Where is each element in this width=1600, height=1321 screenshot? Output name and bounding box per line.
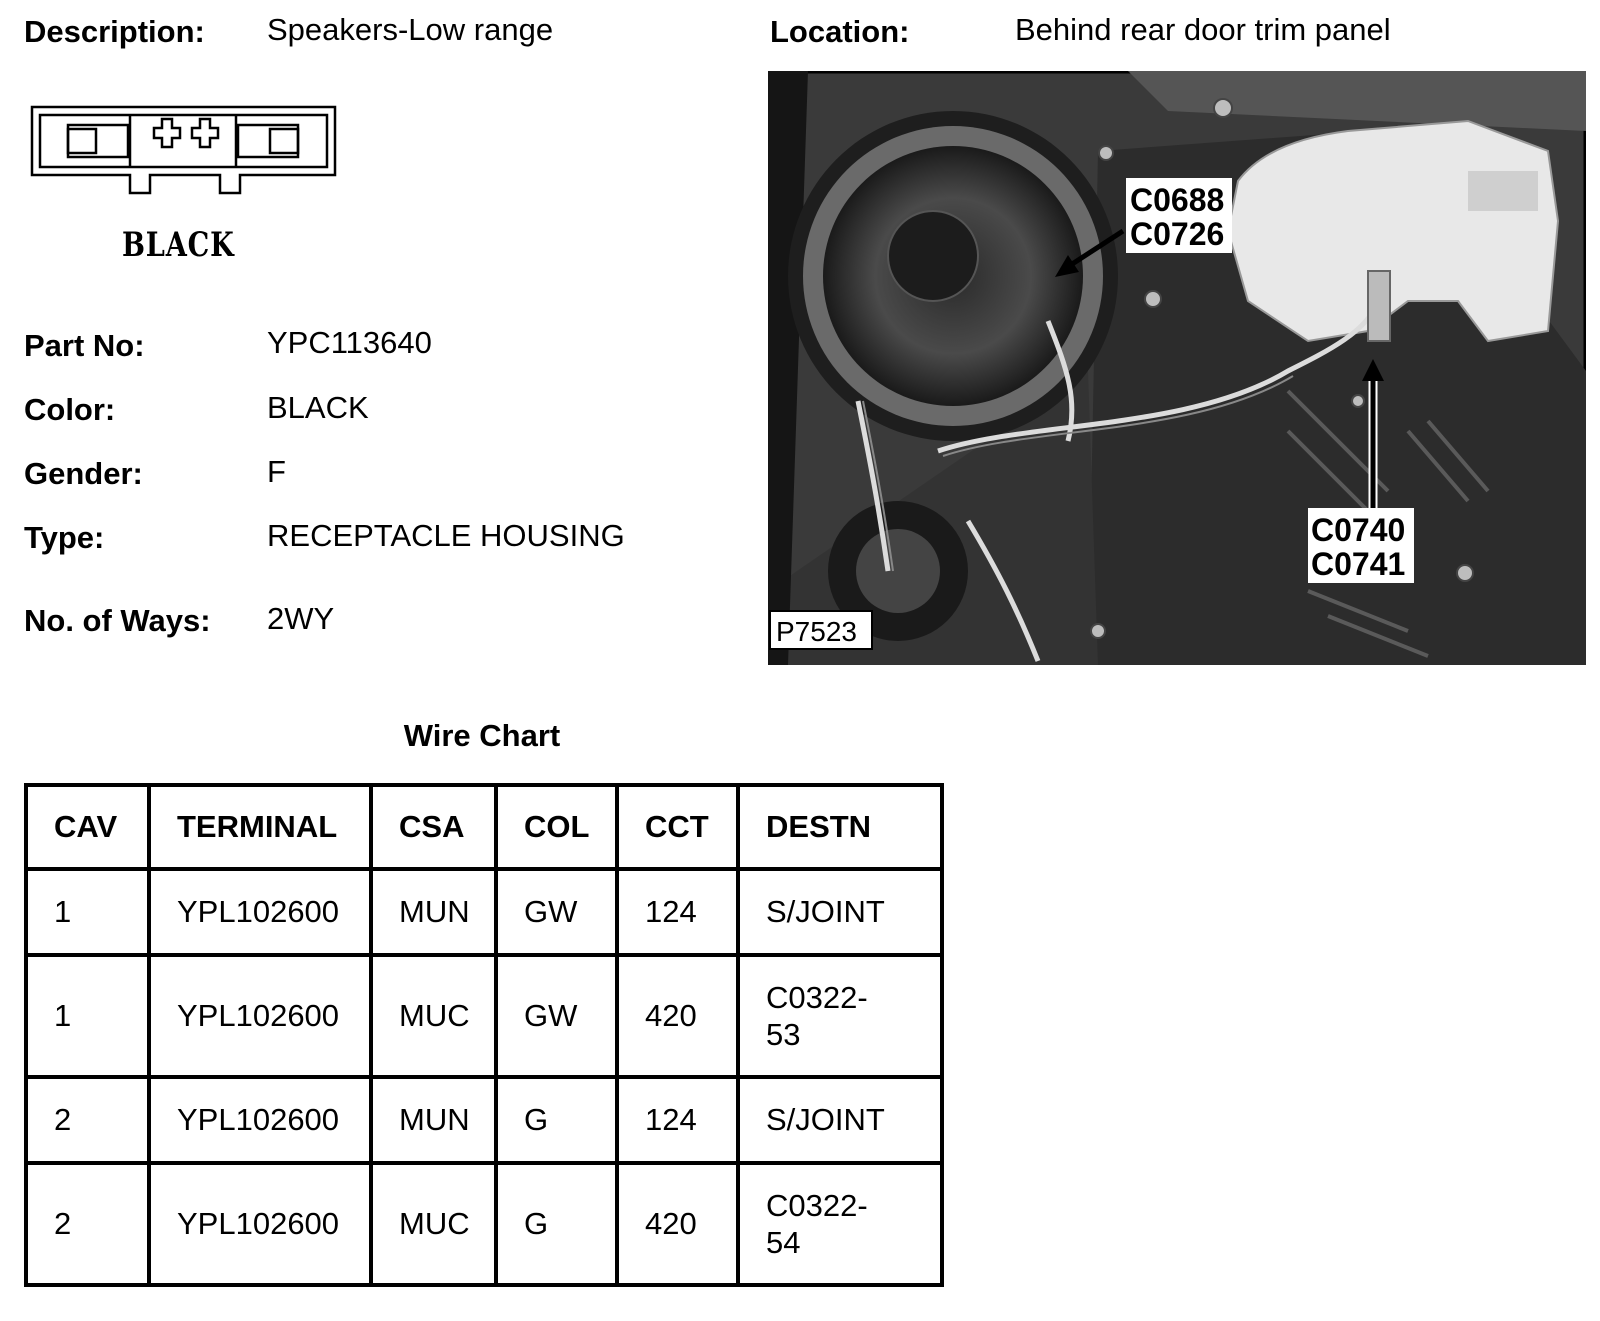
destn-line: C0322-: [766, 979, 868, 1015]
cell-csa: MUC: [371, 955, 496, 1077]
callout-c0741: C0741: [1311, 546, 1406, 582]
cell-terminal: YPL102600: [149, 1163, 371, 1285]
table-row: [26, 955, 942, 1077]
cell-cav: 1: [26, 955, 149, 1077]
connector-caption: BLACK: [122, 225, 235, 265]
cell-destn: [738, 955, 942, 1077]
description-value: Speakers-Low range: [267, 12, 554, 47]
cell-cct: 420: [617, 1163, 738, 1285]
cell-csa: MUC: [371, 1163, 496, 1285]
cell-destn: [738, 869, 942, 955]
color-value: BLACK: [267, 390, 369, 425]
table-row: [26, 869, 942, 955]
part-no-label: Part No:: [24, 328, 145, 363]
cell-cct: 124: [617, 1077, 738, 1163]
cell-terminal: YPL102600: [149, 1077, 371, 1163]
location-value: Behind rear door trim panel: [1015, 12, 1391, 47]
ways-label: No. of Ways:: [24, 603, 211, 638]
cell-cav: 1: [26, 869, 149, 955]
gender-label: Gender:: [24, 456, 143, 491]
description-label: Description:: [24, 14, 205, 49]
cell-destn: [738, 1163, 942, 1285]
gender-value: F: [267, 454, 286, 489]
destn-line: 53: [766, 1017, 801, 1052]
header-cav: CAV: [26, 785, 149, 869]
type-value: RECEPTACLE HOUSING: [267, 518, 625, 553]
wire-chart-table: [24, 783, 944, 1287]
header-destn: DESTN: [738, 785, 942, 869]
header-csa: CSA: [371, 785, 496, 869]
table-row: [26, 1077, 942, 1163]
ways-value: 2WY: [267, 601, 335, 636]
callout-c0726: C0726: [1130, 216, 1225, 252]
color-label: Color:: [24, 392, 116, 427]
cell-terminal: YPL102600: [149, 869, 371, 955]
destn-line: C0322-: [766, 1187, 868, 1223]
cell-terminal: YPL102600: [149, 955, 371, 1077]
table-header-row: [26, 785, 942, 869]
cell-csa: MUN: [371, 1077, 496, 1163]
cell-col: G: [496, 1077, 617, 1163]
header-terminal: TERMINAL: [149, 785, 371, 869]
cell-cct: 124: [617, 869, 738, 955]
table-row: [26, 1163, 942, 1285]
part-no-value: YPC113640: [267, 325, 432, 360]
connector-diagram: [30, 105, 350, 205]
header-col: COL: [496, 785, 617, 869]
location-photo: [768, 71, 1586, 665]
cell-cav: 2: [26, 1077, 149, 1163]
cell-col: G: [496, 1163, 617, 1285]
callout-c0688: C0688: [1130, 182, 1225, 218]
cell-cav: 2: [26, 1163, 149, 1285]
cell-destn: [738, 1077, 942, 1163]
cell-cct: 420: [617, 955, 738, 1077]
destn-line: S/JOINT: [766, 1102, 885, 1138]
callout-c0740: C0740: [1311, 512, 1406, 548]
photo-ref-label: P7523: [776, 616, 857, 647]
location-label: Location:: [770, 14, 910, 49]
cell-col: GW: [496, 955, 617, 1077]
type-label: Type:: [24, 520, 105, 555]
header-cct: CCT: [617, 785, 738, 869]
cell-col: GW: [496, 869, 617, 955]
destn-line: S/JOINT: [766, 894, 885, 930]
wire-chart-title: Wire Chart: [403, 718, 561, 753]
destn-line: 54: [766, 1225, 801, 1260]
cell-csa: MUN: [371, 869, 496, 955]
